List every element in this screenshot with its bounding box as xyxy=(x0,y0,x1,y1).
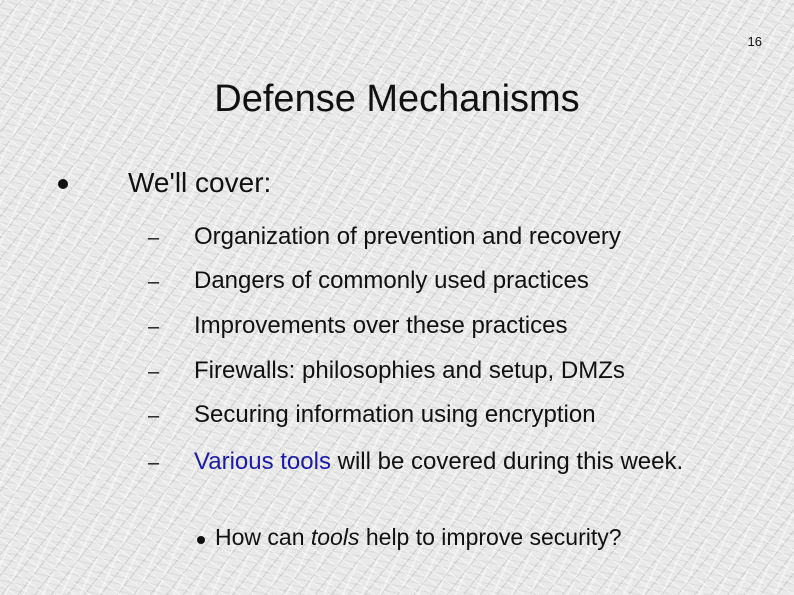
list-item-text: Firewalls: philosophies and setup, DMZs xyxy=(194,357,625,384)
dash-icon: – xyxy=(148,452,160,474)
tools-link[interactable]: Various tools xyxy=(194,448,331,475)
list-item-text: Improvements over these practices xyxy=(194,312,568,339)
slide-title: Defense Mechanisms xyxy=(214,78,580,120)
sub-bullet-emphasis: tools xyxy=(310,524,360,550)
sub-bullet-suffix: help to improve security? xyxy=(359,524,622,550)
dash-icon: – xyxy=(148,405,160,427)
page-number: 16 xyxy=(747,34,762,49)
dash-icon: – xyxy=(148,361,160,383)
bullet-dot-icon xyxy=(58,179,68,189)
sub-bullet-text xyxy=(215,524,622,551)
sub-bullet-dot-icon xyxy=(197,536,205,544)
dash-icon: – xyxy=(148,316,160,338)
list-item-rest-text: will be covered during this week. xyxy=(330,448,684,475)
dash-icon: – xyxy=(148,271,160,293)
sub-bullet-prefix: How can xyxy=(215,524,311,550)
dash-icon: – xyxy=(148,227,160,249)
main-bullet-text: We'll cover: xyxy=(128,167,272,198)
list-item-text: Securing information using encryption xyxy=(194,401,596,428)
list-item-text: Dangers of commonly used practices xyxy=(194,267,589,294)
list-item-text: Organization of prevention and recovery xyxy=(194,223,621,250)
list-item-text xyxy=(194,447,714,477)
